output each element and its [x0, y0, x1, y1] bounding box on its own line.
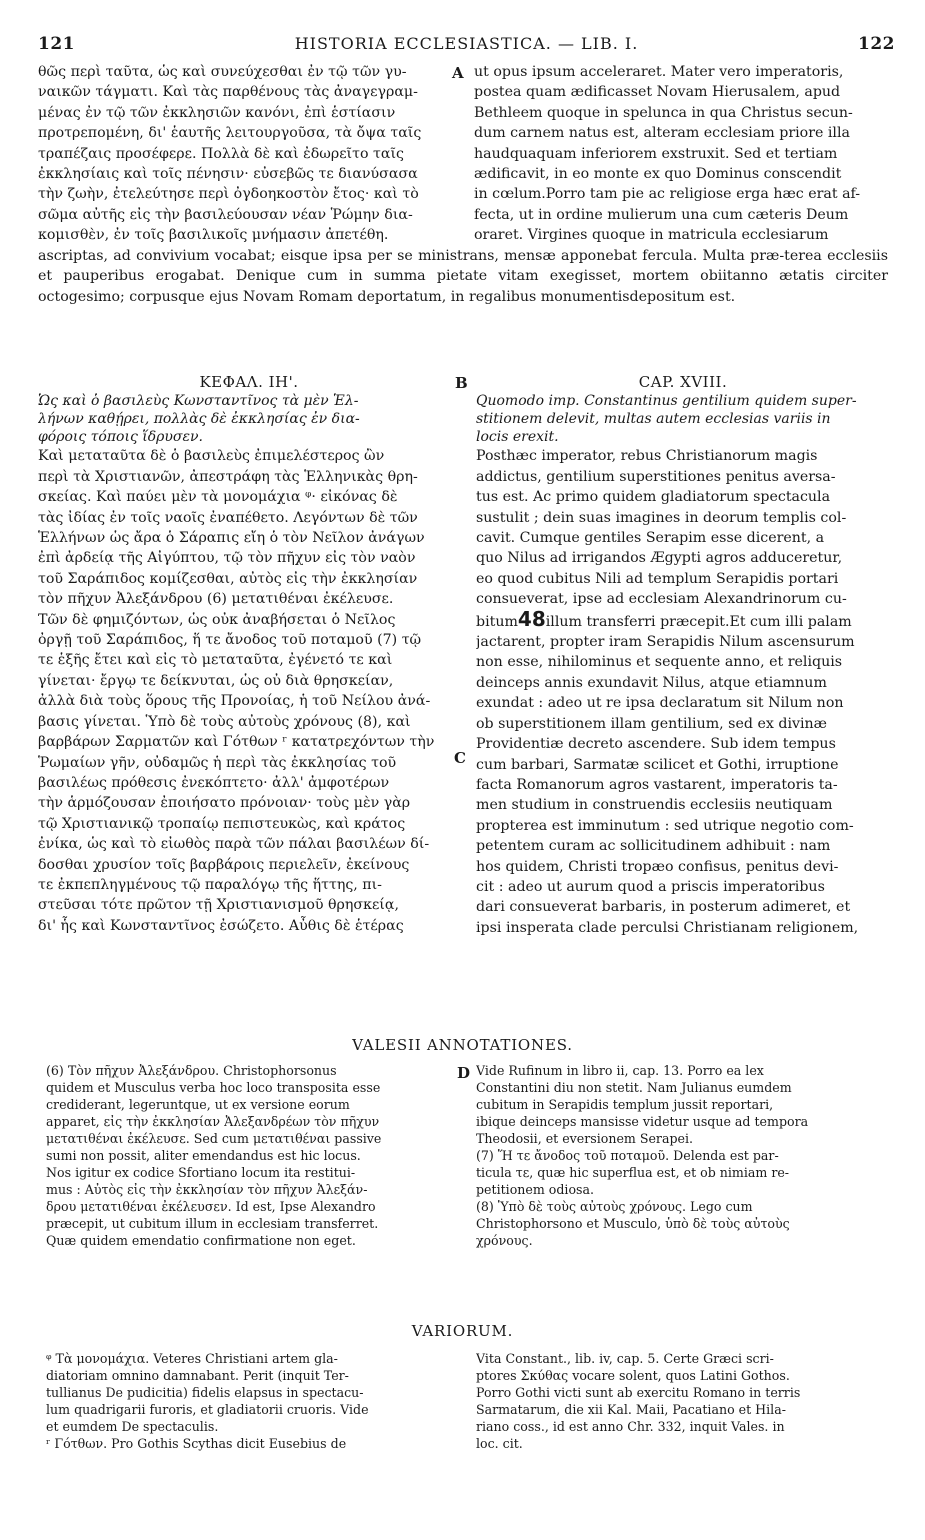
text-line: postea quam ædificasset Novam Hierusalem, apud	[474, 84, 841, 101]
note-line: Nos igitur ex codice Sfortiano locum ita restitui-	[46, 1165, 356, 1180]
latin-chapter-subtitle	[476, 392, 890, 446]
text-line: quo Nilus ad irrigandos Ægypti agros adduceretur,	[476, 550, 843, 567]
note-line: (8) Ὑπὸ δὲ τοὺς αὐτοὺς χρόνους. Lego cum	[476, 1199, 753, 1214]
note-line: ᵠ Τὰ μονομάχια. Veteres Christiani artem gla-	[46, 1351, 338, 1366]
note-line: (7) Ἥ τε ἄνοδος τοῦ ποταμοῦ. Delenda est par-	[476, 1148, 779, 1163]
running-title: HISTORIA ECCLESIASTICA. — LIB. I.	[294, 34, 639, 53]
text-line: τραπέζαις προσέφερε. Πολλὰ δὲ καὶ ἐδωρεῖτο ταῖς	[38, 145, 404, 162]
latin-chapter	[476, 372, 890, 938]
valesii-left-column	[46, 1062, 456, 1249]
marker-c: C	[454, 749, 466, 767]
note-line: Constantini diu non stetit. Nam Julianus eumdem	[476, 1080, 792, 1095]
text-line: βασιλέως πρόθεσις ἐνεκόπτετο· ἀλλ' ἀμφοτέρων	[38, 774, 390, 791]
text-line: βαρβάρων Σαρματῶν καὶ Γότθων ʳ κατατρεχόντων τὴν	[38, 734, 435, 751]
text-line: non esse, nihilominus et sequente anno, et reliquis	[476, 654, 843, 671]
note-line: ʳ Γότθων. Pro Gothis Scythas dicit Eusebius de	[46, 1436, 347, 1451]
text-line: addictus, gentilium superstitiones penitus aversa-	[476, 468, 836, 485]
valesii-right-column	[476, 1062, 890, 1249]
variorum-title: VARIORUM.	[411, 1322, 514, 1340]
note-line: Porro Gothi victi sunt ab exercitu Romano in terris	[476, 1385, 801, 1400]
text-line: ἐνίκα, ὡς καὶ τὸ εἰωθὸς παρὰ τῶν πάλαι βασιλέων δί-	[38, 836, 430, 853]
note-line: riano coss., id est anno Chr. 332, inquit Vales. in	[476, 1419, 785, 1434]
text-line: sustulit ; dein suas imagines in deorum templis col-	[476, 509, 847, 526]
marker-a: A	[452, 64, 464, 82]
text-line: θῶς περὶ ταῦτα, ὡς καὶ συνεύχεσθαι ἐν τῷ τῶν γυ-	[38, 64, 407, 80]
text-line: Καὶ μεταταῦτα δὲ ὁ βασιλεὺς ἐπιμελέστερος ὢν	[38, 448, 385, 465]
latin-chapter-body	[476, 446, 890, 938]
text-line: Ἑλλήνων ὡς ἄρα ὁ Σάραπις εἴη ὁ τὸν Νεῖλον ἀνάγων	[38, 530, 425, 547]
note-line: et eumdem De spectaculis.	[46, 1419, 219, 1434]
top-latin-column	[474, 62, 890, 246]
note-line: χρόνους.	[476, 1233, 533, 1248]
subtitle-line: φόροις τόποις ἵδρυσεν.	[38, 429, 203, 446]
text-line: Τῶν δὲ φημιζόντων, ὡς οὐκ ἀναβήσεται ὁ Νεῖλος	[38, 611, 396, 628]
note-line: (6) Τὸν πῆχυν Ἀλεξάνδρου. Christophorsonus	[46, 1063, 337, 1078]
valesii-title: VALESII ANNOTATIONES.	[352, 1036, 573, 1054]
marker-d: D	[457, 1064, 471, 1082]
text-line: προτρεπομένη, δι' ἑαυτῆς λειτουργοῦσα, τὰ ὄψα ταῖς	[38, 125, 422, 142]
text-line: petentem curam ac sollicitudinem adhibuit : nam	[476, 838, 831, 855]
text-fragment: illum transferri præcepit.Et cum illi palam	[545, 613, 852, 630]
greek-chapter-heading: ΚΕΦΑΛ. ΙΗ'.	[199, 373, 299, 391]
text-line: ἀλλὰ διὰ τοὺς ὅρους τῆς Προνοίας, ἡ τοῦ Νείλου ἀνά-	[38, 693, 431, 710]
text-line: haudquaquam inferiorem exstruxit. Sed et tertiam	[474, 145, 838, 162]
text-line: cit : adeo ut aurum quod a priscis imperatoribus	[476, 878, 825, 895]
note-line: ticula τε, quæ hic superflua est, et ob nimiam re-	[476, 1165, 790, 1180]
note-line: loc. cit.	[476, 1436, 523, 1451]
note-line: μετατιθέναι ἐκέλευσε. Sed cum μετατιθέναι passive	[46, 1131, 382, 1146]
text-line: hos quidem, Christi tropæo confisus, penitus devi-	[476, 858, 839, 875]
subtitle-line: stitionem delevit, multas autem ecclesias variis in	[476, 411, 831, 428]
text-line: anno ætatis circiter octogesimo; corpusque ejus Novam Romam deportatum, in regalibus monumentis	[38, 268, 889, 305]
text-line: δι' ἧς καὶ Κωνσταντῖνος ἐσώζετο. Αὖθις δὲ ἑτέρας	[38, 917, 404, 934]
text-line: ἐκκλησίαις καὶ τοῖς πένησιν· εὐσεβῶς τε διανύσασα	[38, 166, 418, 183]
text-line: eo quod cubitus Nili ad templum Serapidis portari	[476, 570, 839, 587]
text-line: facta Romanorum agros vastarent, imperatoris ta-	[476, 776, 838, 793]
note-line: Sarmatarum, die xii Kal. Maii, Pacatiano et Hila-	[476, 1402, 786, 1417]
marker-b: B	[455, 374, 468, 392]
greek-chapter	[38, 372, 460, 936]
text-line: depositum est.	[629, 288, 736, 305]
text-line: τοῦ Σαράπιδος κομίζεσθαι, αὐτὸς εἰς τὴν ἐκκλησίαν	[38, 570, 418, 587]
note-line: sumi non possit, aliter emendandus est hic locus.	[46, 1148, 361, 1163]
text-line: Ῥωμαίων γῆν, οὐδαμῶς ἡ περὶ τὰς ἐκκλησίας τοῦ	[38, 754, 397, 771]
page-header	[38, 34, 895, 56]
text-line: propterea est imminutum : sed utrique negotio com-	[476, 817, 854, 834]
note-line: mus : Αὐτὸς εἰς τὴν ἐκκλησίαν τὸν πῆχυν Ἀλεξάν-	[46, 1182, 368, 1197]
text-line: τὴν ἁρμόζουσαν ἐποιήσατο πρόνοιαν· τοὺς μὲν γὰρ	[38, 795, 411, 812]
note-line: apparet, εἰς τὴν ἐκκλησίαν Ἀλεξανδρέων τὸν πῆχυν	[46, 1114, 380, 1129]
greek-chapter-body	[38, 446, 460, 936]
note-line: tullianus De pudicitia) fidelis elapsus in spectacu-	[46, 1385, 364, 1400]
text-line: cavit. Cumque gentiles Serapim esse dicerent, a	[476, 530, 825, 547]
note-line: ptores Σκύθας vocare solent, quos Latini Gothos.	[476, 1368, 790, 1383]
note-line: petitionem odiosa.	[476, 1182, 595, 1197]
text-line: dum carnem natus est, alteram ecclesiam priore illa	[474, 125, 850, 142]
subtitle-line: locis erexit.	[476, 429, 559, 446]
text-line: τῷ Χριστιανικῷ τροπαίῳ πεπιστευκὼς, καὶ κράτος	[38, 815, 406, 832]
text-line: δοσθαι χρυσίον τοῖς βαρβάροις περιελεῖν, ἐκείνους	[38, 856, 410, 873]
note-line: Quæ quidem emendatio confirmatione non eget.	[46, 1233, 356, 1248]
text-fragment: bitum	[476, 613, 518, 630]
text-line: ut opus ipsum acceleraret. Mater vero imperatoris,	[474, 64, 844, 80]
text-line: ascriptas, ad convivium vocabat; eisque ipsa per se ministrans, mensæ apponebat fercula. Multa præ-	[38, 248, 785, 264]
text-line: τὰς ἰδίας ἐν τοῖς ναοῖς ἐναπέθετο. Λεγόντων δὲ τῶν	[38, 509, 418, 526]
text-line: ὀργῇ τοῦ Σαράπιδος, ἥ τε ἄνοδος τοῦ ποταμοῦ (7) τῷ	[38, 632, 422, 649]
note-line: quidem et Musculus verba hoc loco transposita esse	[46, 1080, 381, 1095]
text-line: μένας ἐν τῷ τῶν ἐκκλησιῶν κανόνι, ἐπὶ ἑστίασιν	[38, 104, 396, 121]
text-line: consueverat, ipse ad ecclesiam Alexandrinorum cu-	[476, 591, 847, 608]
note-line: diatoriam omnino damnabant. Perit (inquit Ter-	[46, 1368, 349, 1383]
text-line: Providentiæ decreto ascendere. Sub idem tempus	[476, 736, 836, 753]
note-line: Theodosii, et eversionem Serapei.	[476, 1131, 694, 1146]
text-line: tus est. Ac primo quidem gladiatorum spectacula	[476, 489, 831, 506]
right-page-number: 122	[858, 34, 895, 54]
text-line: ipsi insperata clade perculsi Christianam religionem,	[476, 919, 859, 936]
text-line: ναικῶν τάγματι. Καὶ τὰς παρθένους τὰς ἀναγεγραμ-	[38, 84, 418, 101]
note-line: Vide Rufinum in libro ii, cap. 13. Porro ea lex	[476, 1063, 764, 1078]
text-line: τὸν πῆχυν Ἀλεξάνδρου (6) μετατιθέναι ἐκέλευσε.	[38, 591, 394, 608]
note-line: cubitum in Serapidis templum jussit reportari,	[476, 1097, 774, 1112]
text-line: περὶ τὰ Χριστιανῶν, ἀπεστράφη τὰς Ἑλληνικὰς θρη-	[38, 468, 418, 485]
greek-chapter-subtitle	[38, 392, 460, 446]
note-line: lum quadrigarii furoris, et gladiatorii cruoris. Vide	[46, 1402, 369, 1417]
note-line: crediderant, legeruntque, ut ex versione eorum	[46, 1097, 350, 1112]
text-line: σκείας. Καὶ παύει μὲν τὰ μονομάχια ᵠ· εἰκόνας δὲ	[38, 489, 398, 506]
text-line: jactarent, propter iram Serapidis Nilum ascensurum	[476, 634, 855, 651]
text-line: γίνεται· ἔργῳ τε δείκνυται, ὡς οὐ διὰ θρησκείαν,	[38, 672, 394, 689]
text-line: fecta, ut in ordine mulierum una cum cæteris Deum	[474, 206, 849, 223]
text-line: τὴν ζωὴν, ἐτελεύτησε περὶ ὀγδοηκοστὸν ἔτος· καὶ τὸ	[38, 186, 419, 203]
top-greek-column	[38, 62, 460, 246]
text-line: στεῦσαι τότε πρῶτον τῇ Χριστιανισμοῦ θρησκείᾳ,	[38, 897, 399, 914]
text-line: ædificavit, in eo monte ex quo Dominus conscendit	[474, 166, 842, 183]
text-line	[476, 610, 890, 632]
text-line: ob superstitionem illam gentilium, sed ex divinæ	[476, 715, 828, 732]
text-line: τε ἐκπεπληγμένους τῷ παραλόγῳ τῆς ἥττης, πι-	[38, 876, 382, 893]
left-page-number: 121	[38, 34, 75, 54]
text-line: βασις γίνεται. Ὑπὸ δὲ τοὺς αὐτοὺς χρόνους (8), καὶ	[38, 713, 411, 730]
text-line: τε ἑξῆς ἔτει καὶ εἰς τὸ μεταταῦτα, ἐγένετό τε καὶ	[38, 652, 393, 669]
top-full-width-text	[38, 246, 888, 307]
latin-chapter-heading: CAP. XVIII.	[638, 373, 728, 391]
subtitle-line: Quomodo imp. Constantinus gentilium quidem super-	[476, 393, 857, 410]
text-line: κομισθὲν, ἐν τοῖς βασιλικοῖς μνήμασιν ἀπετέθη.	[38, 227, 389, 244]
note-line: δρου μετατιθέναι ἐκέλευσεν. Id est, Ipse Alexandro	[46, 1199, 376, 1214]
text-line: σῶμα αὐτῆς εἰς τὴν βασιλεύουσαν νέαν Ῥώμην δια-	[38, 206, 413, 223]
text-line: Bethleem quoque in spelunca in qua Christus secun-	[474, 104, 853, 121]
variorum-left-column	[46, 1350, 456, 1452]
variorum-right-column	[476, 1350, 890, 1452]
subtitle-line: Ὡς καὶ ὁ βασιλεὺς Κωνσταντῖνος τὰ μὲν Ἑλ-	[38, 393, 359, 410]
text-line: in cœlum.Porro tam pie ac religiose erga hæc erat af-	[474, 186, 861, 203]
text-line: ἐπὶ ἀρδείᾳ τῆς Αἰγύπτου, τῷ τὸν πῆχυν εἰς τὸν ναὸν	[38, 550, 416, 567]
note-line: præcepit, ut cubitum illum in ecclesiam transferret.	[46, 1216, 379, 1231]
text-line: deinceps annis exundavit Nilus, atque etiamnum	[476, 674, 827, 691]
text-line: exundat : adeo ut re ipsa declaratum sit Nilum non	[476, 695, 844, 712]
text-line: Posthæc imperator, rebus Christianorum magis	[476, 448, 818, 465]
text-line: oraret. Virgines quoque in matricula ecclesiarum	[474, 227, 829, 244]
page-marker-badge: 48	[517, 609, 546, 631]
note-line: ibique deinceps mansisse videtur usque ad tempora	[476, 1114, 809, 1129]
subtitle-line: λήνων καθῄρει, πολλὰς δὲ ἐκκλησίας ἐν δια-	[38, 411, 360, 428]
text-line: men studium in construendis ecclesiis neutiquam	[476, 797, 833, 814]
note-line: Christophorsono et Musculo, ὑπὸ δὲ τοὺς αὐτοὺς	[476, 1216, 790, 1231]
text-line: cum barbari, Sarmatæ scilicet et Gothi, irruptione	[476, 756, 839, 773]
text-line: dari consueverat barbaris, in posterum adimeret, et	[476, 899, 851, 916]
note-line: Vita Constant., lib. iv, cap. 5. Certe Græci scri-	[476, 1351, 774, 1366]
text-line: terea ecclesiis et pauperibus erogabat. Denique cum in summa pietate vitam exegisset, mortem obiit	[38, 248, 888, 285]
